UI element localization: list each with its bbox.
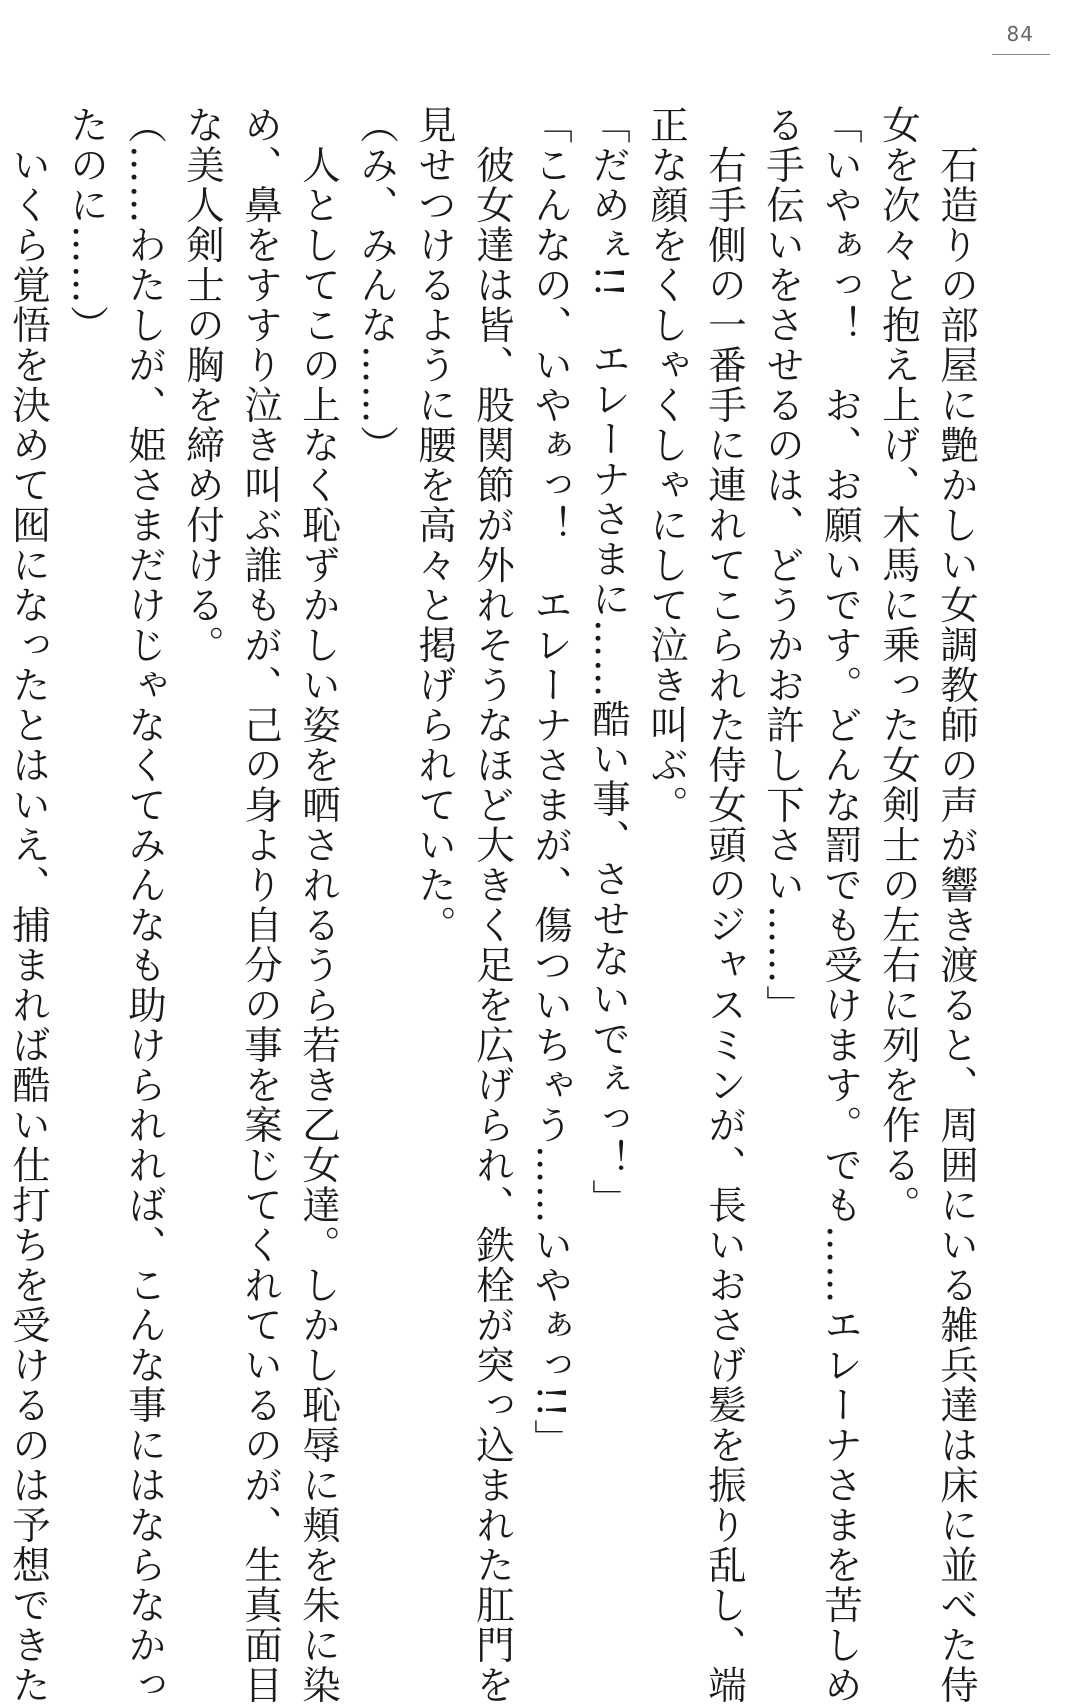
- text-line: （……わたしが、姫さまだけじゃなくてみんなも助けられれば、こんな事にはならなかっ: [122, 105, 167, 1705]
- page-number-rule: [992, 54, 1050, 55]
- text-line: 人としてこの上なく恥ずかしい姿を晒されるうら若き乙女達。しかし恥辱に頬を朱に染: [296, 105, 341, 1705]
- text-line: （み、みんな……）: [354, 105, 399, 465]
- text-line: な美人剣士の胸を締め付ける。: [180, 105, 225, 665]
- text-line: たのに……）: [64, 105, 109, 345]
- text-line: 右手側の一番手に連れてこられた侍女頭のジャスミンが、長いおさげ髪を振り乱し、端: [702, 105, 747, 1705]
- text-line: 彼女達は皆、股関節が外れそうなほど大きく足を広げられ、鉄栓が突っ込まれた肛門を: [470, 105, 515, 1705]
- text-line: 見せつけるように腰を高々と掲げられていた。: [412, 105, 457, 945]
- text-line: いくら覚悟を決めて囮になったとはいえ、捕まれば酷い仕打ちを受けるのは予想できた: [6, 105, 51, 1705]
- text-line: 石造りの部屋に艶かしい女調教師の声が響き渡ると、周囲にいる雑兵達は床に並べた侍: [934, 105, 979, 1705]
- text-line: る手伝いをさせるのは、どうかお許し下さい……」: [760, 105, 805, 1025]
- text-line: 正な顔をくしゃくしゃにして泣き叫ぶ。: [644, 105, 689, 825]
- text-line: 「だめぇ!! エレーナさまに……酷い事、させないでぇっ！」: [586, 105, 631, 1219]
- vertical-body-text: [6, 105, 985, 1705]
- text-line: 「こんなの、いやぁっ！ エレーナさまが、傷ついちゃう……いやぁっ!!」: [528, 105, 573, 1459]
- text-line: 女を次々と抱え上げ、木馬に乗った女剣士の左右に列を作る。: [876, 105, 921, 1225]
- text-line: 「いやぁっ！ お、お願いです。どんな罰でも受けます。でも……エレーナさまを苦しめ: [818, 105, 863, 1705]
- page-number: 84: [1006, 22, 1034, 46]
- text-line: め、鼻をすすり泣き叫ぶ誰もが、己の身より自分の事を案じてくれているのが、生真面目: [238, 105, 283, 1705]
